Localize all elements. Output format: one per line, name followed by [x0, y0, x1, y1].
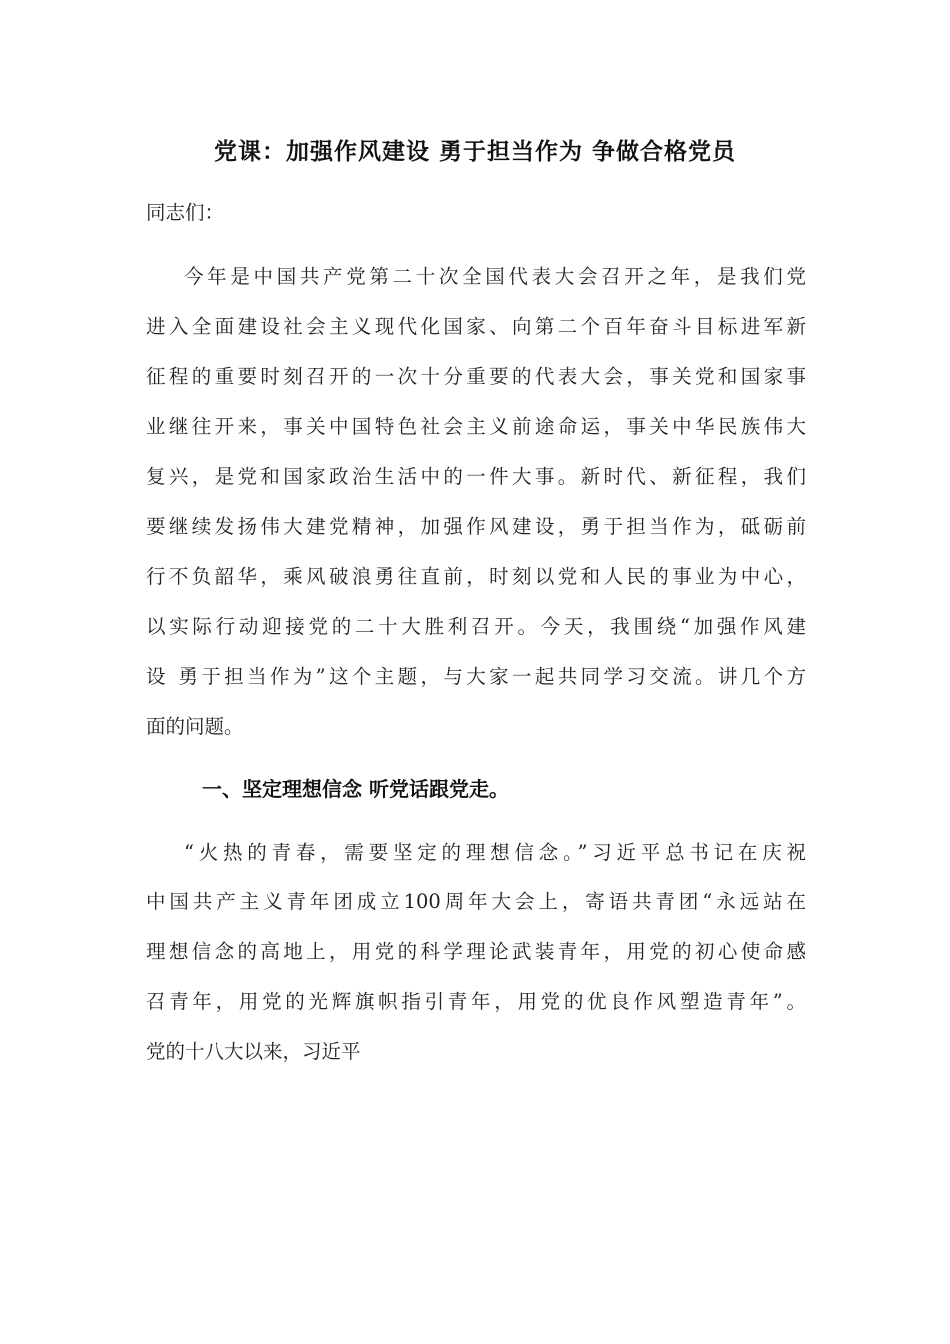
paragraph1-line-10: 面的问题。: [146, 715, 244, 738]
paragraph2-line-2: 中国共产主义青年团成立100周年大会上，寄语共青团“永远站在: [146, 890, 806, 913]
document-title: 党课：加强作风建设 勇于担当作为 争做合格党员: [213, 138, 736, 165]
paragraph1-line-8: 以实际行动迎接党的二十大胜利召开。今天，我围绕“加强作风建: [146, 615, 806, 638]
paragraph1-line-6: 要继续发扬伟大建党精神，加强作风建设，勇于担当作为，砥砺前: [146, 515, 806, 538]
paragraph2-line-1: “火热的青春，需要坚定的理想信念。”习近平总书记在庆祝: [184, 841, 806, 864]
paragraph2-line-5: 党的十八大以来，习近平: [146, 1040, 361, 1063]
paragraph1-line-5: 复兴，是党和国家政治生活中的一件大事。新时代、新征程，我们: [146, 465, 806, 488]
paragraph2-line-3: 理想信念的高地上，用党的科学理论武装青年，用党的初心使命感: [146, 940, 806, 963]
section-heading-1: 一、坚定理想信念 听党话跟党走。: [202, 777, 509, 801]
paragraph2-line-4: 召青年，用党的光辉旗帜指引青年，用党的优良作风塑造青年”。: [146, 990, 806, 1013]
paragraph1-line-7: 行不负韶华，乘风破浪勇往直前，时刻以党和人民的事业为中心，: [146, 565, 806, 588]
paragraph1-line-1: 今年是中国共产党第二十次全国代表大会召开之年，是我们党: [184, 265, 806, 288]
paragraph1-line-2: 进入全面建设社会主义现代化国家、向第二个百年奋斗目标进军新: [146, 315, 806, 338]
salutation: 同志们：: [146, 201, 225, 224]
paragraph1-line-3: 征程的重要时刻召开的一次十分重要的代表大会，事关党和国家事: [146, 365, 806, 388]
paragraph1-line-9: 设 勇于担当作为”这个主题，与大家一起共同学习交流。讲几个方: [146, 665, 806, 688]
paragraph1-line-4: 业继往开来，事关中国特色社会主义前途命运，事关中华民族伟大: [146, 415, 806, 438]
